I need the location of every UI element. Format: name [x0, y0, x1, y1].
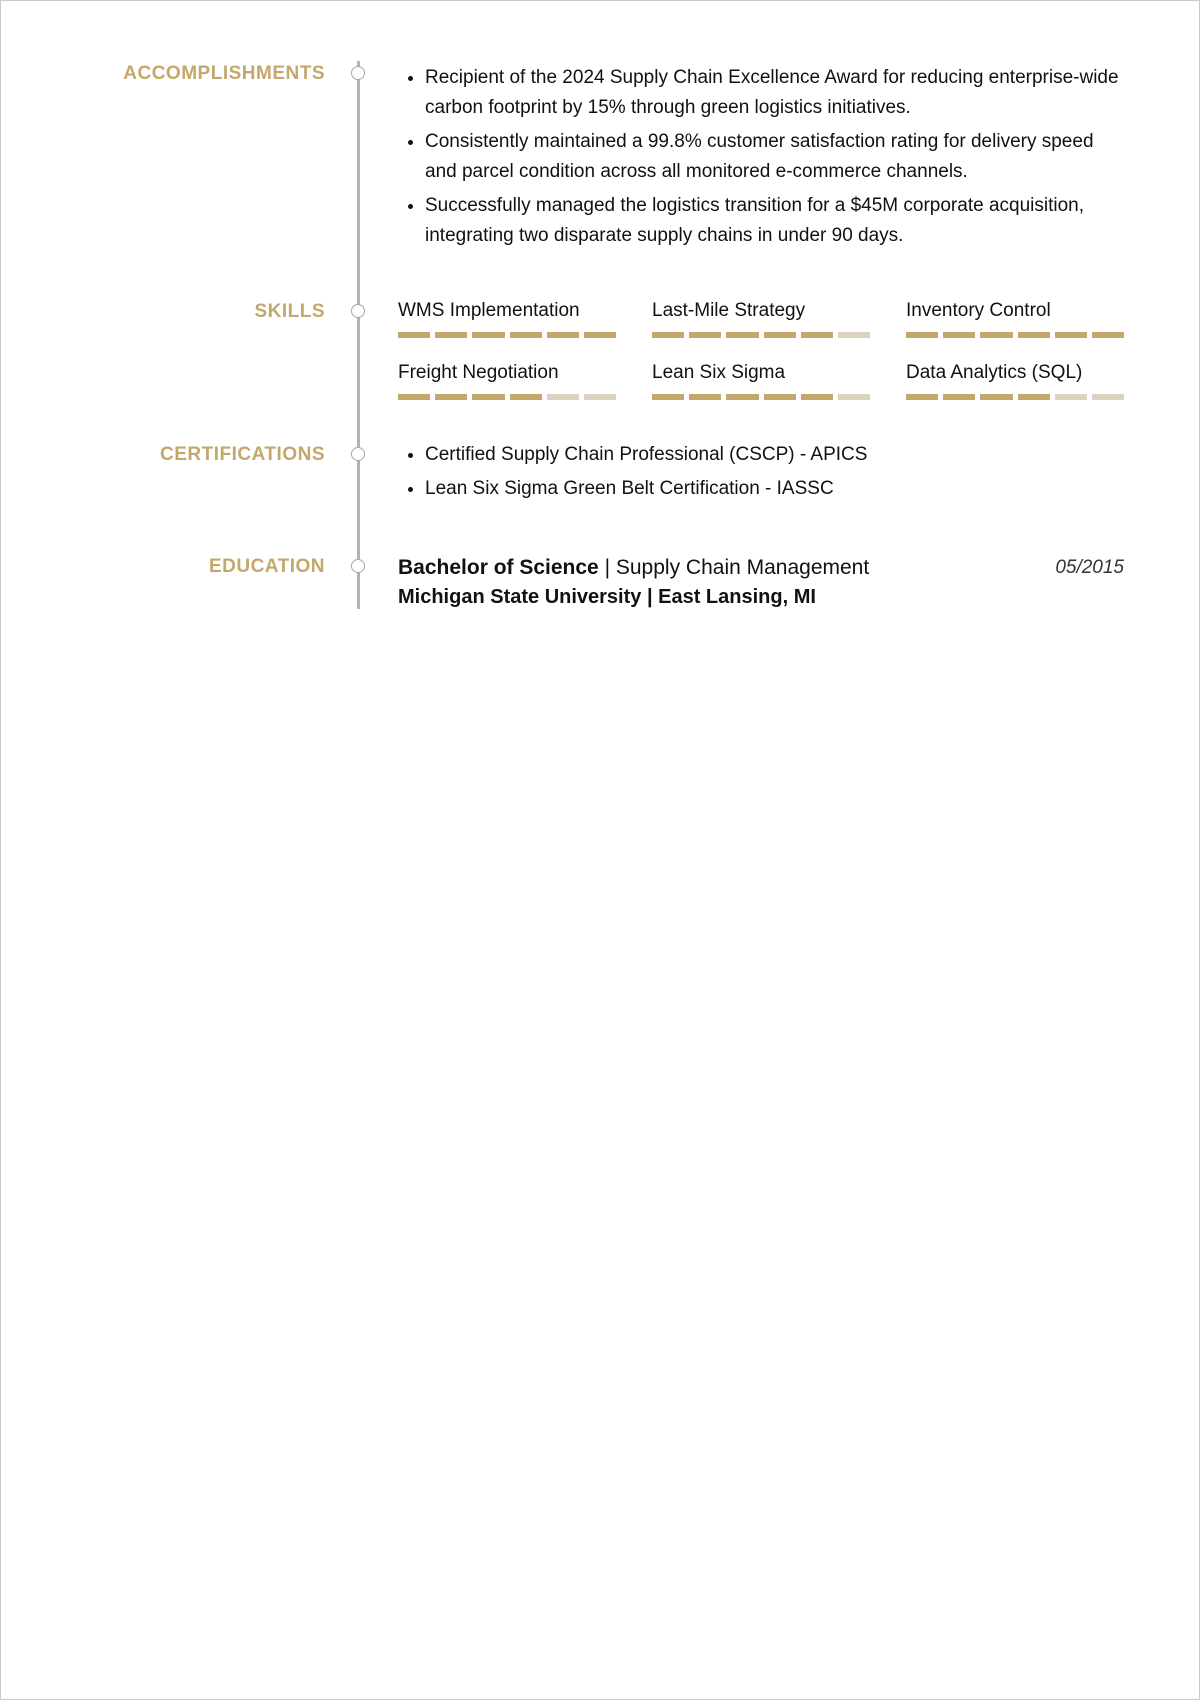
education-date: 05/2015: [1055, 557, 1124, 578]
education-field: Supply Chain Management: [615, 556, 870, 579]
skill-level-bar: [398, 394, 616, 400]
skill-segment-filled: [764, 394, 796, 400]
education-separator: |: [598, 556, 616, 579]
list-item: • Successfully managed the logistics transition for a $45M corporate acquisition, integrating two disparate supply chains in under 90 days.: [425, 191, 1124, 251]
timeline-dot-icon: [351, 304, 365, 318]
skill-segment-filled: [472, 394, 504, 400]
skill-level-bar: [906, 332, 1124, 338]
skill-segment-filled: [906, 332, 938, 338]
skill-segment-filled: [943, 394, 975, 400]
skill-segment-empty: [1055, 394, 1087, 400]
skill-segment-empty: [838, 394, 870, 400]
skill-segment-filled: [764, 332, 796, 338]
skill-level-bar: [652, 332, 870, 338]
skill-segment-filled: [652, 394, 684, 400]
list-item: • Consistently maintained a 99.8% customer satisfaction rating for delivery speed and parcel condition across all monitored e-commerce channels.: [425, 127, 1124, 187]
education-degree: Bachelor of Science: [398, 556, 599, 579]
timeline-line: [357, 61, 360, 609]
skill-segment-filled: [510, 394, 542, 400]
education-degree-line: [398, 555, 1124, 581]
timeline-dot-icon: [351, 447, 365, 461]
section-title-accomplishments: ACCOMPLISHMENTS: [123, 63, 325, 84]
skill-segment-filled: [398, 332, 430, 338]
skill-segment-filled: [472, 332, 504, 338]
skill-segment-filled: [435, 332, 467, 338]
skill-item: [398, 362, 616, 400]
skill-item: [906, 300, 1124, 338]
skill-segment-filled: [584, 332, 616, 338]
skill-segment-filled: [801, 394, 833, 400]
skill-segment-empty: [1092, 394, 1124, 400]
skill-level-bar: [906, 394, 1124, 400]
skill-segment-filled: [652, 332, 684, 338]
skill-segment-filled: [1018, 332, 1050, 338]
skill-item: [652, 362, 870, 400]
skill-segment-filled: [1092, 332, 1124, 338]
skill-level-bar: [652, 394, 870, 400]
skill-segment-filled: [1055, 332, 1087, 338]
skill-segment-filled: [906, 394, 938, 400]
timeline-dot-icon: [351, 559, 365, 573]
skill-name: WMS Implementation: [398, 300, 580, 321]
skill-segment-filled: [980, 332, 1012, 338]
list-item: • Certified Supply Chain Professional (CSCP) - APICS: [425, 440, 1124, 470]
education-school: Michigan State University | East Lansing, MI: [398, 586, 816, 608]
skill-segment-filled: [689, 394, 721, 400]
list-item: • Recipient of the 2024 Supply Chain Excellence Award for reducing enterprise-wide carbon footprint by 15% through green logistics initiatives.: [425, 63, 1124, 123]
list-item: • Lean Six Sigma Green Belt Certification - IASSC: [425, 474, 1124, 504]
skill-name: Inventory Control: [906, 300, 1051, 321]
skill-segment-empty: [584, 394, 616, 400]
skill-segment-filled: [398, 394, 430, 400]
certifications-list: [398, 440, 1124, 504]
skill-segment-filled: [801, 332, 833, 338]
skill-segment-empty: [838, 332, 870, 338]
timeline-dot-icon: [351, 66, 365, 80]
skill-level-bar: [398, 332, 616, 338]
skill-name: Lean Six Sigma: [652, 362, 786, 383]
skill-segment-filled: [435, 394, 467, 400]
skill-item: [398, 300, 616, 338]
section-title-education: EDUCATION: [208, 556, 325, 577]
skill-segment-filled: [1018, 394, 1050, 400]
skill-segment-filled: [726, 332, 758, 338]
skill-name: Data Analytics (SQL): [906, 362, 1083, 383]
skill-segment-filled: [547, 332, 579, 338]
skill-segment-filled: [726, 394, 758, 400]
skill-name: Freight Negotiation: [398, 362, 559, 383]
skill-name: Last-Mile Strategy: [652, 300, 806, 321]
accomplishments-list: [398, 63, 1124, 251]
skill-segment-empty: [547, 394, 579, 400]
skill-segment-filled: [943, 332, 975, 338]
skill-item: [652, 300, 870, 338]
skill-segment-filled: [689, 332, 721, 338]
section-title-skills: SKILLS: [254, 301, 325, 322]
skill-segment-filled: [510, 332, 542, 338]
skills-grid: [398, 300, 1124, 400]
section-title-certifications: CERTIFICATIONS: [160, 444, 325, 465]
skill-item: [906, 362, 1124, 400]
skill-segment-filled: [980, 394, 1012, 400]
